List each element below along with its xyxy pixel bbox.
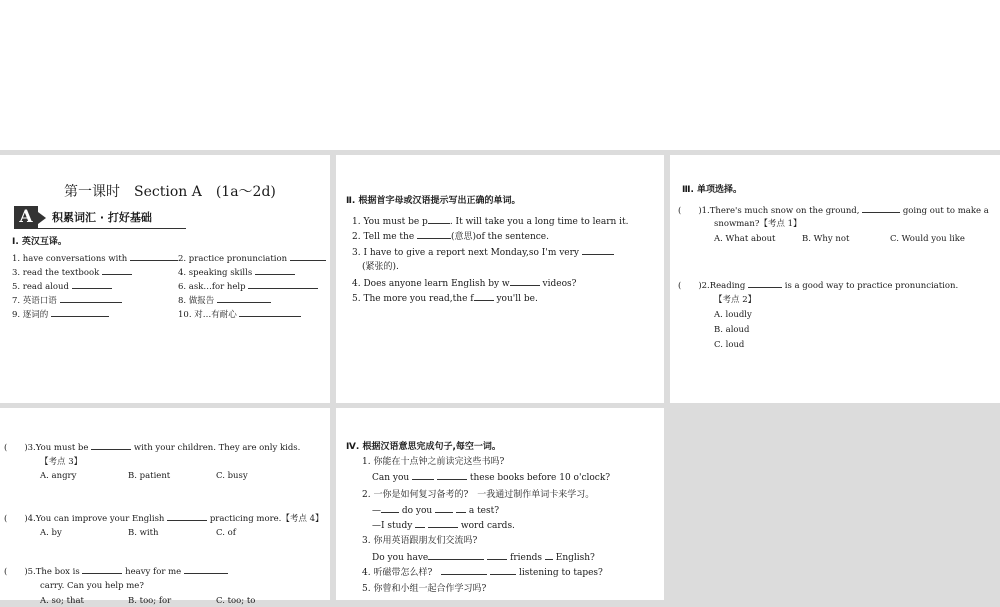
mc-question-1-cont: snowman?【考点 1】: [714, 219, 802, 229]
question-1: 1. You must be p . It will take you a long time to learn it.: [352, 217, 629, 227]
sentence-en: — do you a test?: [372, 506, 500, 516]
vocab-item: 4. speaking skills: [178, 266, 295, 279]
option: C. of: [216, 528, 236, 538]
lesson-title: 第一课时 Section A (1a～2d): [64, 184, 276, 200]
multiple-choice-panel-2: [0, 408, 330, 606]
sentence-cn: 2. 一你是如何复习备考的? 一我通过制作单词卡来学习。: [362, 490, 595, 500]
vocab-item: 8. 做报告: [178, 294, 271, 307]
option: A. angry: [40, 471, 77, 481]
sentence-cn: 3. 你用英语跟朋友们交流吗?: [362, 536, 478, 546]
option: C. too; to: [216, 596, 256, 606]
banner-letter: A: [14, 206, 38, 228]
option: B. patient: [128, 471, 171, 481]
mc-question-4: ( )4.You can improve your English practicing more.【考点 4】: [4, 514, 324, 524]
part3-heading: Ⅲ. 单项选择。: [682, 185, 743, 195]
question-5: 5. The more you read,the f you'll be.: [352, 294, 538, 304]
question-2: 2. Tell me the (意思)of the sentence.: [352, 232, 549, 242]
option: A. loudly: [714, 310, 752, 320]
mc-question-5-cont: carry. Can you help me?: [40, 581, 144, 591]
sentence-cn: 5. 你曾和小组一起合作学习吗?: [362, 584, 487, 594]
vocab-item: 10. 对…有耐心: [178, 308, 301, 321]
vocab-item: 1. have conversations with: [12, 252, 178, 265]
sentence-en: —I study word cards.: [372, 521, 515, 531]
sentence-completion-panel: [336, 408, 664, 600]
option: C. loud: [714, 340, 745, 350]
sentence-cn: 1. 你能在十点钟之前读完这些书吗?: [362, 457, 505, 467]
banner-text: 积累词汇 · 打好基础: [52, 211, 152, 224]
banner-arrow-icon: [38, 212, 46, 224]
topic-tag: 【考点 3】: [40, 457, 83, 467]
question-4: 4. Does anyone learn English by w videos?: [352, 279, 577, 289]
word-fill-panel: [336, 155, 664, 403]
mc-question-2: ( )2.Reading is a good way to practice pronunciation.: [678, 281, 959, 291]
option: B. Why not: [802, 234, 850, 244]
part4-heading: Ⅳ. 根据汉语意思完成句子,每空一词。: [346, 442, 501, 452]
banner-underline: [14, 228, 186, 229]
mc-question-5: ( )5.The box is heavy for me: [4, 565, 228, 578]
topic-tag: 【考点 2】: [714, 295, 757, 305]
top-blank-area: [0, 0, 1000, 150]
option: B. aloud: [714, 325, 750, 335]
sentence-en: Do you have friends English?: [372, 553, 595, 563]
option: A. by: [40, 528, 62, 538]
question-3: 3. I have to give a report next Monday,so I'm very: [352, 246, 614, 260]
part1-heading: Ⅰ. 英汉互译。: [12, 237, 67, 247]
vocab-item: 2. practice pronunciation: [178, 252, 326, 265]
mc-question-3: ( )3.You must be with your children. They are only kids.: [4, 443, 301, 453]
sentence-en: Can you these books before 10 o'clock?: [372, 473, 611, 483]
option: B. too; for: [128, 596, 172, 606]
option: A. What about: [714, 234, 776, 244]
part2-heading: Ⅱ. 根据首字母或汉语提示写出正确的单词。: [346, 196, 521, 206]
vocab-item: 9. 逐词的: [12, 308, 109, 321]
vocabulary-panel: [0, 155, 330, 403]
question-3-cont: (紧张的).: [362, 262, 399, 272]
vocab-item: 7. 英语口语: [12, 294, 122, 307]
vocab-item: 5. read aloud: [12, 280, 112, 293]
option: C. Would you like: [890, 234, 965, 244]
option: C. busy: [216, 471, 248, 481]
vocab-item: 3. read the textbook: [12, 266, 132, 279]
sentence-4: 4. 听磁带怎么样? listening to tapes?: [362, 568, 603, 578]
option: A. so; that: [40, 596, 84, 606]
section-banner: [14, 206, 186, 228]
mc-question-1: ( )1.There's much snow on the ground, going out to make a: [678, 206, 989, 216]
vocab-item: 6. ask…for help: [178, 280, 318, 293]
option: B. with: [128, 528, 159, 538]
multiple-choice-panel: [670, 155, 1000, 403]
